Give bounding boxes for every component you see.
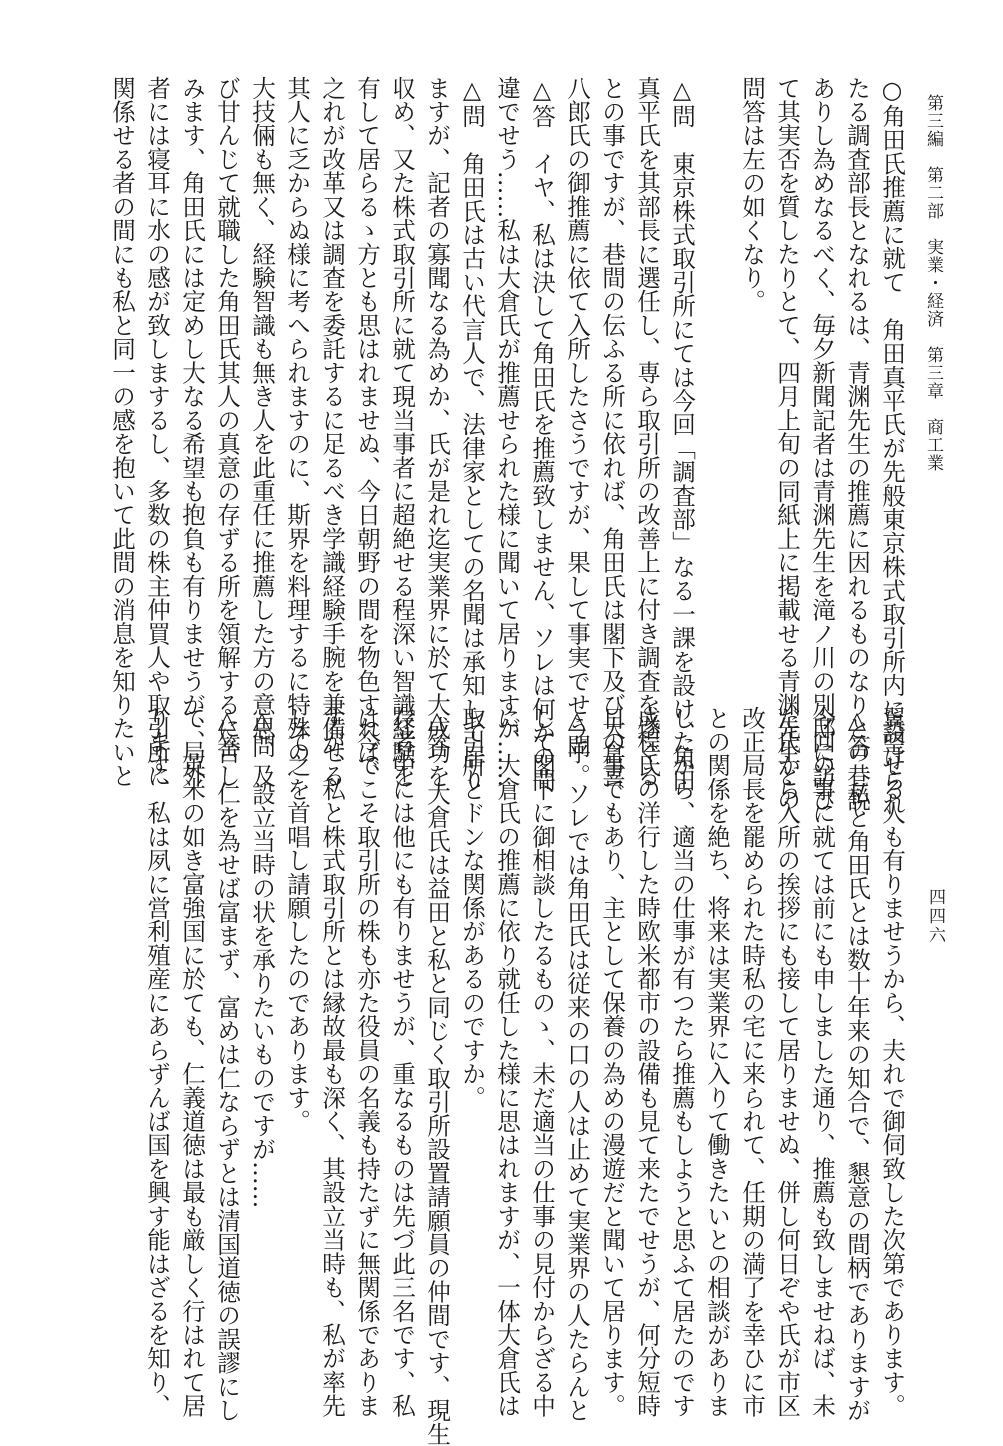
text-column: △答 大倉氏は益田と私と同じく取引所設置請願員の仲間です、現生 <box>423 706 451 1446</box>
text-column: 問答は左の如くなり。 <box>738 76 766 314</box>
text-column: 改正局長を罷められた時私の宅に来られて、任期の満了を幸ひに市 <box>738 706 766 1418</box>
text-column: び甘んじて就職した角田氏其人の真意の存ずる所を領解するに苦し <box>213 76 241 788</box>
text-column: たる調査部長となれるは、青渊先生の推薦に因れるものなりとの巷説 <box>843 76 871 812</box>
text-column: は今でこそ取引所の株も亦た役員の名義も持たずに無関係でありま <box>353 706 381 1418</box>
text-column: △問 設立当時の状を承りたいものですが…… <box>248 706 276 1209</box>
text-column: 収め、又た株式取引所に就て現当事者に超絶せる程深い智識経験を <box>388 76 416 788</box>
text-column: 其人に乏からぬ様に考へられますのに、斯界を料理するに特殊の <box>283 76 311 764</box>
text-column: 違でせう……私は大倉氏が推薦せられた様に聞いて居りますが…… <box>493 76 521 788</box>
text-column: 関係せる者の間にも私と同一の感を抱いて此間の消息を知りたいと <box>108 76 136 788</box>
text-column: したから、適当の仕事が有つたら推薦もしようと思ふて居たのです <box>668 706 696 1418</box>
text-column: 之れが改革又は調査を委託するに足るべき学識経験手腕を兼備せる <box>318 76 346 788</box>
text-column: △問 角田氏は古い代言人で、法律家としての名聞は承知して居り <box>458 76 486 792</box>
text-column: して閣下に御相談したるものゝ、未だ適当の仕事の見付からざる中 <box>528 706 556 1418</box>
text-column: に、大倉氏の推薦に依り就任した様に思はれますが、一体大倉氏は <box>493 706 521 1418</box>
text-column: すが、私と株式取引所とは縁故最も深く、其設立当時も、私が率先 <box>318 706 346 1418</box>
page-number: 四四六 <box>925 888 945 945</box>
text-column: △問 東京株式取引所にては今回「調査部」なる一課を設け、角田 <box>668 76 696 792</box>
text-column: ○角田氏推薦に就て 角田真平氏が先般東京株式取引所内に設けられ <box>878 76 906 816</box>
text-column: ありし為めなるべく、毎夕新聞記者は青渊先生を滝ノ川の別邸に訪ひ <box>808 76 836 812</box>
text-column: との関係を絶ち、将来は実業界に入りて働きたいとの相談がありま <box>703 706 731 1418</box>
text-column: △答 イヤ、私は決して角田氏を推薦致しません、ソレは何かの間 <box>528 76 556 792</box>
text-column: 翼望せる人も有りませうから、夫れで御伺致した次第であります。 <box>878 706 906 1418</box>
text-column: 取引所とドンな関係があるのですか。 <box>458 706 486 1110</box>
running-header: 第三編 第二部 実業・経済 第三章 商工業 <box>923 94 943 472</box>
text-column: 今回の事に就ては前にも申しました通り、推薦も致しませねば、未 <box>808 706 836 1418</box>
text-column <box>702 76 728 676</box>
text-column: 成程氏の洋行した時欧米都市の設備も見て来たでせうが、何分短時 <box>633 706 661 1418</box>
text-column: て其実否を質したりとて、四月上旬の同紙上に掲載せる青渊先生との <box>773 76 801 812</box>
text-column: 日の事でもあり、主として保養の為めの漫遊だと聞いて居ります。 <box>598 706 626 1418</box>
text-column: △答 私と角田氏とは数十年来の知合で、懇意の間柄でありますが <box>843 706 871 1422</box>
text-column: 者には寝耳に水の感が致しまするし、多数の株主仲買人や取引所に <box>143 76 171 788</box>
text-column: との事ですが、巷間の伝ふる所に依れば、角田氏は閣下及び大倉喜 <box>598 76 626 788</box>
text-column: △答 仁を為せば富まず、富めは仁ならずとは清国道徳の誤謬にし <box>213 706 241 1422</box>
text-column: ますが、記者の寡聞なる為めか、氏が是れ迄実業界に於て大成功を <box>423 76 451 788</box>
text-column: 有して居らるゝ方とも思はれませぬ、今日朝野の間を物色すれば、 <box>353 76 381 788</box>
text-column: 八郎氏の御推薦に依て入所したさうですが、果して事実でせう乎。 <box>563 76 591 788</box>
text-column: △問 ソレでは角田氏は従来の口の人は止めて実業界の人たらんと <box>563 706 591 1422</box>
text-column: て、英米の如き富強国に於ても、仁義道徳は最も厳しく行はれて居 <box>178 706 206 1418</box>
text-column: 真平氏を其部長に選任し、専ら取引所の改善上に付き調査を遂ぐる <box>633 76 661 788</box>
text-column: だ氏から入所の挨拶にも接して居りませぬ、併し何日ぞや氏が市区 <box>773 706 801 1418</box>
text-column: して之を首唱し請願したのであります。 <box>283 706 311 1133</box>
text-column: みます、角田氏には定めし大なる希望も抱負も有りませうが、局外 <box>178 76 206 788</box>
text-column: 大技倆も無く、経験智識も無き人を此重任に推薦した方の意思、及 <box>248 76 276 788</box>
text-column: 存者中には他にも有りませうが、重なるものは先づ此三名です、私 <box>388 706 416 1418</box>
text-column: ります、私は夙に営利殖産にあらずんば国を興す能はざるを知り、 <box>143 706 171 1418</box>
